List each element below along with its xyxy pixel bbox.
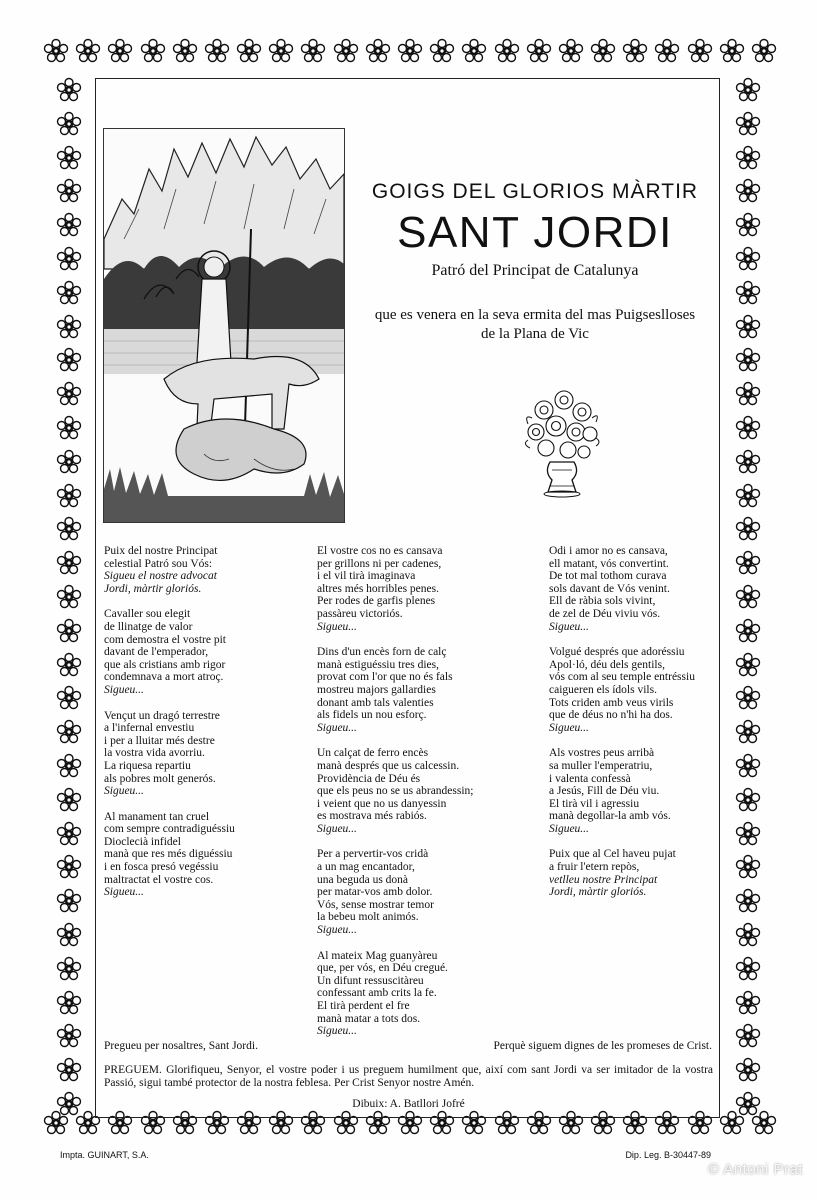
verse-line: i valenta confessà xyxy=(549,772,631,785)
rosette-icon xyxy=(687,38,713,64)
rosette-icon xyxy=(56,1057,82,1083)
rosette-icon xyxy=(56,314,82,340)
verse-line: Vençut un dragó terrestre xyxy=(104,709,220,722)
closing-prayer: PREGUEM. Glorifiqueu, Senyor, el vostre poder i us preguem humilment que, així com sant Jordi va ser imitador de la vostra Passió, sigui també protector de la nostra feblesa. Per Crist Senyor nostre Amén. xyxy=(104,1064,713,1089)
verse-line: Tots criden amb veus virils xyxy=(549,696,674,709)
rosette-icon xyxy=(172,38,198,64)
verse-line: per grillons ni per cadenes, xyxy=(317,557,442,570)
rosette-icon xyxy=(735,516,761,542)
stanza xyxy=(104,545,324,595)
rosette-icon xyxy=(735,483,761,509)
stanza xyxy=(317,545,537,633)
verse-line: De tot mal tothom curava xyxy=(549,570,667,583)
rosette-icon xyxy=(56,516,82,542)
stanza xyxy=(317,848,537,936)
verse-line: i veient que no us danyessin xyxy=(317,797,447,810)
verse-line: la bebeu molt animós. xyxy=(317,911,419,924)
stanza xyxy=(317,646,537,734)
rosette-icon xyxy=(300,38,326,64)
refrain-line: Sigueu... xyxy=(317,1025,357,1038)
rosette-icon xyxy=(56,381,82,407)
rosette-icon xyxy=(735,145,761,171)
verse-line: Per a pervertir-vos cridà xyxy=(317,848,429,861)
verse-line: Dioclecià infidel xyxy=(104,835,181,848)
rosette-icon xyxy=(735,956,761,982)
verse-line: donant amb tals valenties xyxy=(317,696,434,709)
watermark: © Antoni Prat xyxy=(707,1161,803,1178)
verse-line: maltractat el vostre cos. xyxy=(104,873,214,886)
venerated-line-1: que es venera en la seva ermita del mas Puigseslloses xyxy=(374,307,696,323)
rosette-icon xyxy=(56,888,82,914)
rosette-icon xyxy=(56,111,82,137)
verse-line: als fidels un nou esforç. xyxy=(317,709,427,722)
verse-line: que els peus no se us abrandessin; xyxy=(317,785,474,798)
rosette-icon xyxy=(494,38,520,64)
verse-line: confessant amb crits la fe. xyxy=(317,987,437,1000)
rosette-icon xyxy=(56,449,82,475)
saint-name: SANT JORDI xyxy=(397,208,673,257)
stanza xyxy=(549,545,769,633)
verse-line: sols davant de Vós venint. xyxy=(549,582,670,595)
verse-line: manà que res més diguéssiu xyxy=(104,848,233,861)
refrain-line: Sigueu... xyxy=(317,822,357,835)
verse-line: Al manament tan cruel xyxy=(104,810,210,823)
refrain-line: vetlleu nostre Principat xyxy=(549,873,658,886)
rosette-icon xyxy=(56,280,82,306)
rosette-icon xyxy=(735,314,761,340)
verse-line: que, per vós, en Déu cregué. xyxy=(317,962,448,975)
rosette-icon xyxy=(56,956,82,982)
rosette-icon xyxy=(56,246,82,272)
rosette-icon xyxy=(622,38,648,64)
verse-line: a un mag encantador, xyxy=(317,861,415,874)
refrain-line: Sigueu... xyxy=(549,822,589,835)
verse-line: de llinatge de valor xyxy=(104,620,193,633)
refrain-line: Sigueu el nostre advocat xyxy=(104,570,217,583)
patron-subtitle: Patró del Principat de Catalunya xyxy=(431,262,639,279)
rosette-icon xyxy=(56,212,82,238)
verse-line: Volgué després que adoréssiu xyxy=(549,646,685,659)
rosette-icon xyxy=(56,719,82,745)
verse-line: Puix que al Cel haveu pujat xyxy=(549,848,676,861)
rosette-icon xyxy=(56,990,82,1016)
rosette-icon xyxy=(56,652,82,678)
verse-line: caigueren els ídols vils. xyxy=(549,683,657,696)
stanza xyxy=(317,950,537,1038)
verse-line: Al mateix Mag guanyàreu xyxy=(317,949,438,962)
rosette-icon xyxy=(75,38,101,64)
verse-line: vós com al seu temple entréssiu xyxy=(549,671,695,684)
verse-line: a Jesús, Fill de Déu viu. xyxy=(549,785,660,798)
verse-line: que als cristians amb rigor xyxy=(104,658,226,671)
rosette-icon xyxy=(735,381,761,407)
verse-line: condemnava a mort atroç. xyxy=(104,671,224,684)
worthy-promises-line: Perquè siguem dignes de les promeses de Crist. xyxy=(493,1040,712,1052)
rosette-icon xyxy=(735,347,761,373)
rosette-icon xyxy=(56,854,82,880)
stanza xyxy=(549,848,769,898)
stanza xyxy=(104,710,324,798)
verse-column-3 xyxy=(549,545,769,912)
rosette-icon xyxy=(268,38,294,64)
rosette-icon xyxy=(735,990,761,1016)
rosette-icon xyxy=(735,922,761,948)
verse-line: manà degollar-la amb vós. xyxy=(549,810,671,823)
rosette-icon xyxy=(56,753,82,779)
verse-line: manà després que us calcessin. xyxy=(317,759,460,772)
rosette-icon xyxy=(56,584,82,610)
verse-line: la vostra vida avorriu. xyxy=(104,747,205,760)
rosette-icon xyxy=(429,38,455,64)
rosette-icon xyxy=(56,77,82,103)
rosette-icon xyxy=(397,38,423,64)
refrain-line: Sigueu... xyxy=(104,683,144,696)
verse-line: Dins d'un encès forn de calç xyxy=(317,646,447,659)
verse-line: a fruir l'etern repòs, xyxy=(549,861,640,874)
rosette-icon xyxy=(461,38,487,64)
rosette-icon xyxy=(56,178,82,204)
rosette-icon xyxy=(56,685,82,711)
rosette-icon xyxy=(590,38,616,64)
rosette-icon xyxy=(735,449,761,475)
rosette-icon xyxy=(56,1023,82,1049)
verse-line: Per rodes de garfis plenes xyxy=(317,595,436,608)
venerated-line-2: de la Plana de Vic xyxy=(481,326,589,342)
verse-line: com demostra el vostre pit xyxy=(104,633,226,646)
rosette-icon xyxy=(735,246,761,272)
rosette-icon xyxy=(140,38,166,64)
verse-line: provat com l'or que no és fals xyxy=(317,671,453,684)
verse-line: ell matant, vós convertint. xyxy=(549,557,669,570)
rosette-icon xyxy=(558,38,584,64)
rosette-icon xyxy=(719,38,745,64)
legal-deposit: Dip. Leg. B-30447-89 xyxy=(625,1150,711,1160)
refrain-line: Sigueu... xyxy=(317,620,357,633)
verse-line: manà estiguéssiu tres dies, xyxy=(317,658,440,671)
stanza xyxy=(104,608,324,696)
verse-line: es mostrava més rabiós. xyxy=(317,810,427,823)
refrain-line: Jordi, màrtir gloriós. xyxy=(549,886,647,899)
refrain-line: Sigueu... xyxy=(549,620,589,633)
rosette-icon xyxy=(654,38,680,64)
verse-line: Ell de ràbia sols vivint, xyxy=(549,595,656,608)
rosette-icon xyxy=(751,38,777,64)
verse-line: i per a lluitar més destre xyxy=(104,734,215,747)
rosette-icon xyxy=(333,38,359,64)
verse-line: i el vil tirà imaginava xyxy=(317,570,416,583)
rosette-icon xyxy=(735,415,761,441)
verse-line: passàreu victoriós. xyxy=(317,607,403,620)
verse-line: a l'infernal envestiu xyxy=(104,722,195,735)
rosette-icon xyxy=(735,1023,761,1049)
flower-vase-icon xyxy=(522,388,602,500)
rosette-icon xyxy=(56,483,82,509)
verse-line: Un calçat de ferro encès xyxy=(317,747,429,760)
verse-line: mostreu majors gallardies xyxy=(317,683,436,696)
rosette-icon xyxy=(56,922,82,948)
verse-line: El tirà vil i agressiu xyxy=(549,797,640,810)
venerated-location xyxy=(360,306,710,344)
verse-line: Cavaller sou elegit xyxy=(104,608,191,621)
rosette-icon xyxy=(735,212,761,238)
verse-line: i en fosca presó vegéssiu xyxy=(104,861,219,874)
verse-line: sa muller l'emperatriu, xyxy=(549,759,653,772)
rosette-icon xyxy=(204,38,230,64)
rosette-icon xyxy=(56,618,82,644)
rosette-icon xyxy=(56,415,82,441)
rosette-icon xyxy=(735,280,761,306)
verse-line: manà matar a tots dos. xyxy=(317,1012,421,1025)
saint-george-dragon-icon xyxy=(103,128,345,523)
rosette-icon xyxy=(735,111,761,137)
rosette-icon xyxy=(56,550,82,576)
stanza xyxy=(317,747,537,835)
verse-line: celestial Patró sou Vós: xyxy=(104,557,213,570)
rosette-icon xyxy=(43,38,69,64)
rosette-icon xyxy=(56,821,82,847)
verse-line: Als vostres peus arribà xyxy=(549,747,655,760)
verse-line: que de déus no n'hi ha dos. xyxy=(549,709,673,722)
rosette-icon xyxy=(56,347,82,373)
verse-line: Puix del nostre Principat xyxy=(104,545,218,557)
goigs-title: GOIGS DEL GLORIOS MÀRTIR xyxy=(371,180,699,203)
refrain-line: Sigueu... xyxy=(317,924,357,937)
verse-line: Un difunt ressuscitàreu xyxy=(317,974,424,987)
verse-line: per matar-vos amb dolor. xyxy=(317,886,433,899)
stanza xyxy=(549,747,769,835)
rosette-icon xyxy=(56,145,82,171)
refrain-line: Jordi, màrtir gloriós. xyxy=(104,582,202,595)
rosette-icon xyxy=(236,38,262,64)
stanza xyxy=(549,646,769,734)
refrain-line: Sigueu... xyxy=(549,721,589,734)
verse-column-2 xyxy=(317,545,537,1051)
verse-line: altres més horribles penes. xyxy=(317,582,439,595)
verse-line: davant de l'emperador, xyxy=(104,646,209,659)
verse-line: als pobres molt generós. xyxy=(104,772,216,785)
verse-column-1 xyxy=(104,545,324,912)
rosette-icon xyxy=(735,178,761,204)
stanza xyxy=(104,811,324,899)
verse-line: de zel de Déu viviu vós. xyxy=(549,607,661,620)
printer-credit: Impta. GUINART, S.A. xyxy=(60,1150,149,1160)
rosette-icon xyxy=(735,1057,761,1083)
rosette-icon xyxy=(56,787,82,813)
refrain-line: Sigueu... xyxy=(104,785,144,798)
refrain-line: Sigueu... xyxy=(104,886,144,899)
verse-line: com sempre contradiguéssiu xyxy=(104,823,235,836)
verse-line: El vostre cos no es cansava xyxy=(317,545,443,557)
rosette-icon xyxy=(735,77,761,103)
pray-for-us-line: Pregueu per nosaltres, Sant Jordi. xyxy=(104,1040,258,1052)
rosette-icon xyxy=(107,38,133,64)
verse-line: una beguda us donà xyxy=(317,873,409,886)
verse-line: El tirà perdent el fre xyxy=(317,1000,410,1012)
rosette-icon xyxy=(365,38,391,64)
verse-line: Vós, sense mostrar temor xyxy=(317,898,434,911)
drawing-credit: Dibuix: A. Batllori Jofré xyxy=(352,1098,465,1110)
verse-line: Apol·ló, déu dels gentils, xyxy=(549,658,665,671)
verse-line: Providència de Déu és xyxy=(317,772,421,785)
verse-line: Odi i amor no es cansava, xyxy=(549,545,668,557)
verse-line: La riquesa repartiu xyxy=(104,759,191,772)
rosette-icon xyxy=(526,38,552,64)
refrain-line: Sigueu... xyxy=(317,721,357,734)
